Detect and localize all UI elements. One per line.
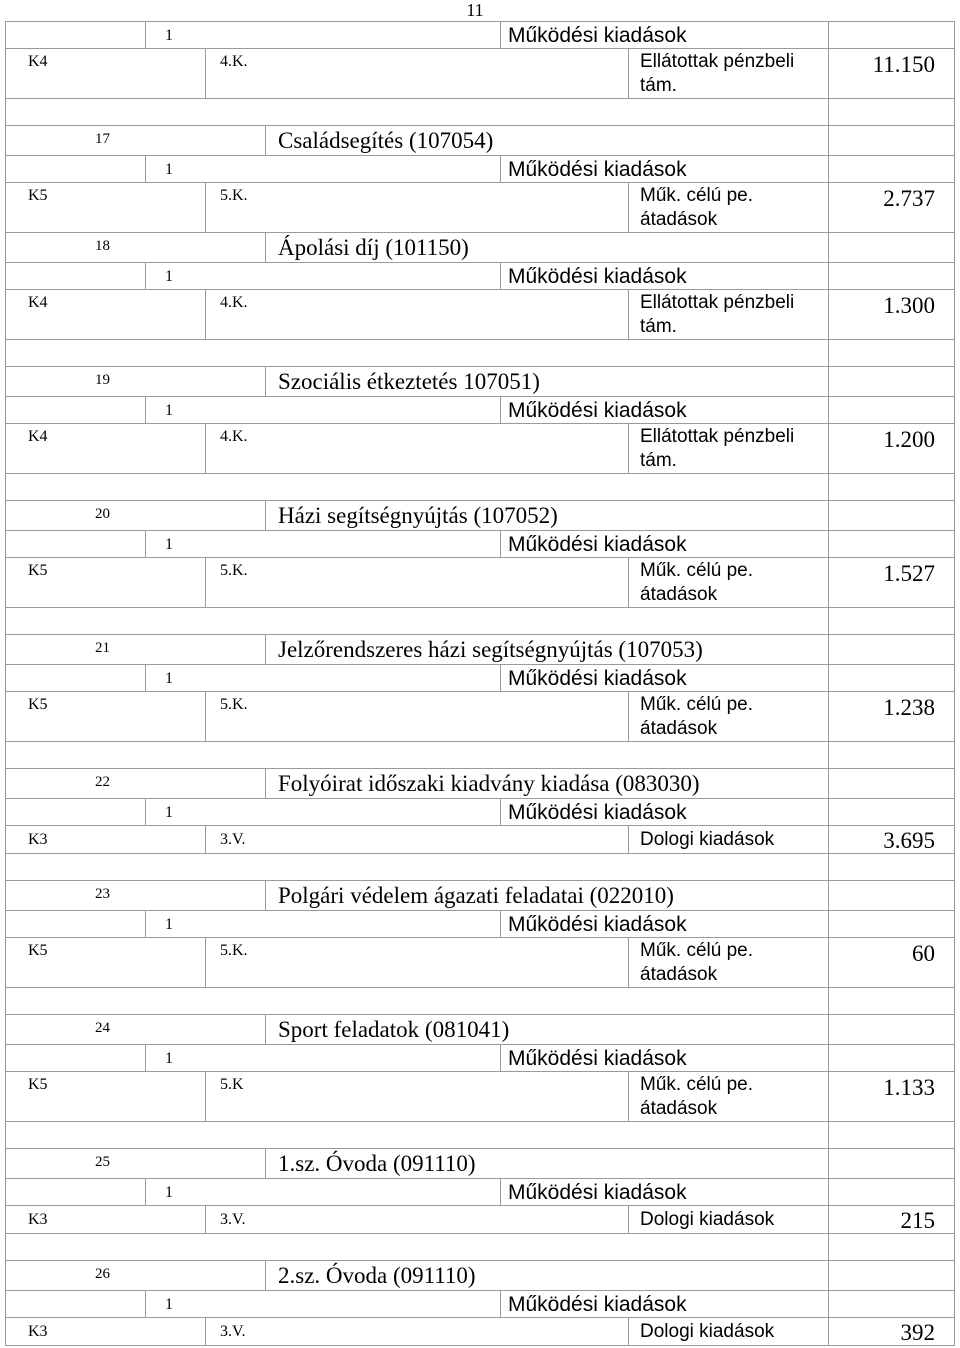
economic-subcode: 4.K. xyxy=(220,294,248,311)
section-number: 22 xyxy=(95,774,110,790)
category-label xyxy=(640,826,774,854)
economic-code: K5 xyxy=(28,562,48,579)
economic-code: K5 xyxy=(28,942,48,959)
economic-subcode: 3.V. xyxy=(220,1323,246,1340)
category-label xyxy=(640,291,794,339)
line-label: Működési kiadások xyxy=(508,913,687,936)
spacer-row xyxy=(6,474,954,501)
category-line: átadások xyxy=(640,1098,718,1119)
category-line: Műk. célú pe. xyxy=(640,560,753,581)
spacer-row xyxy=(6,1234,954,1261)
section-number: 24 xyxy=(95,1020,110,1036)
section-title: Ápolási díj (101150) xyxy=(278,235,469,260)
section-number: 21 xyxy=(95,640,110,656)
operating-expenses-row xyxy=(6,156,954,183)
amount: 392 xyxy=(900,1320,935,1345)
section-header-row xyxy=(6,1015,954,1045)
category-line: átadások xyxy=(640,584,718,605)
expense-item-row xyxy=(6,290,954,340)
amount: 1.527 xyxy=(883,561,935,586)
operating-expenses-row xyxy=(6,1179,954,1206)
budget-group xyxy=(6,501,954,635)
section-title: Sport feladatok (081041) xyxy=(278,1017,510,1042)
section-number: 18 xyxy=(95,238,110,254)
expense-item-row xyxy=(6,558,954,608)
line-label: Működési kiadások xyxy=(508,1293,687,1316)
expense-item-row xyxy=(6,1072,954,1122)
section-number: 25 xyxy=(95,1154,110,1170)
section-number: 19 xyxy=(95,372,110,388)
category-line: átadások xyxy=(640,964,718,985)
budget-group xyxy=(6,1149,954,1261)
economic-subcode: 5.K xyxy=(220,1076,244,1093)
spacer-row xyxy=(6,854,954,881)
expense-item-row xyxy=(6,1318,954,1346)
section-title: 2.sz. Óvoda (091110) xyxy=(278,1263,476,1288)
category-label xyxy=(640,425,794,473)
operating-expenses-row xyxy=(6,397,954,424)
budget-group xyxy=(6,233,954,367)
expense-item-row xyxy=(6,826,954,854)
section-header-row xyxy=(6,1261,954,1291)
category-line: tám. xyxy=(640,75,677,96)
line-number: 1 xyxy=(165,1184,173,1201)
budget-group xyxy=(6,367,954,501)
line-number: 1 xyxy=(165,27,173,44)
section-header-row xyxy=(6,1149,954,1179)
operating-expenses-row xyxy=(6,1045,954,1072)
operating-expenses-row xyxy=(6,799,954,826)
category-label xyxy=(640,1073,753,1121)
amount: 1.133 xyxy=(883,1075,935,1100)
operating-expenses-row xyxy=(6,665,954,692)
economic-subcode: 5.K. xyxy=(220,187,248,204)
category-line: Műk. célú pe. xyxy=(640,940,753,961)
line-label: Működési kiadások xyxy=(508,24,687,47)
line-number: 1 xyxy=(165,670,173,687)
category-label xyxy=(640,1318,774,1346)
line-number: 1 xyxy=(165,268,173,285)
category-label xyxy=(640,939,753,987)
category-line: átadások xyxy=(640,209,718,230)
line-number: 1 xyxy=(165,1296,173,1313)
category-line: Műk. célú pe. xyxy=(640,185,753,206)
section-title: Polgári védelem ágazati feladatai (022010) xyxy=(278,883,674,908)
section-title: Házi segítségnyújtás (107052) xyxy=(278,503,558,528)
economic-code: K4 xyxy=(28,428,48,445)
line-label: Működési kiadások xyxy=(508,533,687,556)
line-number: 1 xyxy=(165,536,173,553)
section-number: 23 xyxy=(95,886,110,902)
line-label: Működési kiadások xyxy=(508,1181,687,1204)
expense-item-row xyxy=(6,49,954,99)
category-label xyxy=(640,50,794,98)
category-line: Dologi kiadások xyxy=(640,1321,775,1342)
budget-group xyxy=(6,881,954,1015)
budget-group xyxy=(6,1015,954,1149)
section-header-row xyxy=(6,769,954,799)
amount: 215 xyxy=(900,1208,935,1233)
operating-expenses-row xyxy=(6,1291,954,1318)
amount: 2.737 xyxy=(883,186,935,211)
expense-item-row xyxy=(6,1206,954,1234)
economic-code: K5 xyxy=(28,187,48,204)
section-title: Jelzőrendszeres házi segítségnyújtás (107053) xyxy=(278,637,703,662)
section-header-row xyxy=(6,126,954,156)
economic-code: K3 xyxy=(28,831,48,848)
line-label: Működési kiadások xyxy=(508,399,687,422)
line-number: 1 xyxy=(165,916,173,933)
budget-group xyxy=(6,22,954,126)
spacer-row xyxy=(6,340,954,367)
section-header-row xyxy=(6,233,954,263)
expense-item-row xyxy=(6,424,954,474)
category-line: átadások xyxy=(640,718,718,739)
category-line: tám. xyxy=(640,450,677,471)
economic-code: K4 xyxy=(28,53,48,70)
line-label: Működési kiadások xyxy=(508,1047,687,1070)
section-header-row xyxy=(6,635,954,665)
category-line: Ellátottak pénzbeli xyxy=(640,426,795,447)
economic-subcode: 3.V. xyxy=(220,1211,246,1228)
category-label xyxy=(640,559,753,607)
spacer-row xyxy=(6,988,954,1015)
category-line: Dologi kiadások xyxy=(640,1209,775,1230)
budget-group xyxy=(6,769,954,881)
spacer-row xyxy=(6,1122,954,1149)
operating-expenses-row xyxy=(6,531,954,558)
page-number: 11 xyxy=(466,0,484,20)
economic-code: K3 xyxy=(28,1211,48,1228)
economic-code: K4 xyxy=(28,294,48,311)
amount: 11.150 xyxy=(872,52,935,77)
line-number: 1 xyxy=(165,804,173,821)
spacer-row xyxy=(6,608,954,635)
economic-subcode: 4.K. xyxy=(220,428,248,445)
economic-subcode: 3.V. xyxy=(220,831,246,848)
line-label: Működési kiadások xyxy=(508,801,687,824)
line-number: 1 xyxy=(165,161,173,178)
section-title: Családsegítés (107054) xyxy=(278,128,494,153)
amount: 1.200 xyxy=(883,427,935,452)
section-title: Szociális étkeztetés 107051) xyxy=(278,369,540,394)
amount: 1.238 xyxy=(883,695,935,720)
section-number: 26 xyxy=(95,1266,110,1282)
category-line: Ellátottak pénzbeli xyxy=(640,292,795,313)
category-label xyxy=(640,1206,774,1234)
budget-group xyxy=(6,635,954,769)
category-line: Műk. célú pe. xyxy=(640,694,753,715)
section-title: 1.sz. Óvoda (091110) xyxy=(278,1151,476,1176)
section-number: 17 xyxy=(95,131,110,147)
line-number: 1 xyxy=(165,1050,173,1067)
amount: 3.695 xyxy=(883,828,935,853)
section-title: Folyóirat időszaki kiadvány kiadása (083030) xyxy=(278,771,700,796)
section-header-row xyxy=(6,881,954,911)
expense-item-row xyxy=(6,938,954,988)
economic-subcode: 5.K. xyxy=(220,562,248,579)
economic-code: K3 xyxy=(28,1323,48,1340)
spacer-row xyxy=(6,742,954,769)
expense-item-row xyxy=(6,183,954,233)
line-number: 1 xyxy=(165,402,173,419)
economic-code: K5 xyxy=(28,1076,48,1093)
budget-group xyxy=(6,1261,954,1346)
economic-code: K5 xyxy=(28,696,48,713)
category-label xyxy=(640,693,753,741)
economic-subcode: 5.K. xyxy=(220,696,248,713)
expense-item-row xyxy=(6,692,954,742)
category-line: Dologi kiadások xyxy=(640,829,775,850)
category-line: tám. xyxy=(640,316,677,337)
line-label: Működési kiadások xyxy=(508,158,687,181)
economic-subcode: 5.K. xyxy=(220,942,248,959)
section-header-row xyxy=(6,501,954,531)
spacer-row xyxy=(6,99,954,126)
section-header-row xyxy=(6,367,954,397)
category-label xyxy=(640,184,753,232)
line-label: Működési kiadások xyxy=(508,667,687,690)
operating-expenses-row xyxy=(6,911,954,938)
line-label: Működési kiadások xyxy=(508,265,687,288)
amount: 60 xyxy=(912,941,935,966)
amount: 1.300 xyxy=(883,293,935,318)
budget-table xyxy=(5,21,955,1346)
budget-group xyxy=(6,126,954,233)
operating-expenses-row xyxy=(6,22,954,49)
category-line: Műk. célú pe. xyxy=(640,1074,753,1095)
operating-expenses-row xyxy=(6,263,954,290)
category-line: Ellátottak pénzbeli xyxy=(640,51,795,72)
economic-subcode: 4.K. xyxy=(220,53,248,70)
section-number: 20 xyxy=(95,506,110,522)
